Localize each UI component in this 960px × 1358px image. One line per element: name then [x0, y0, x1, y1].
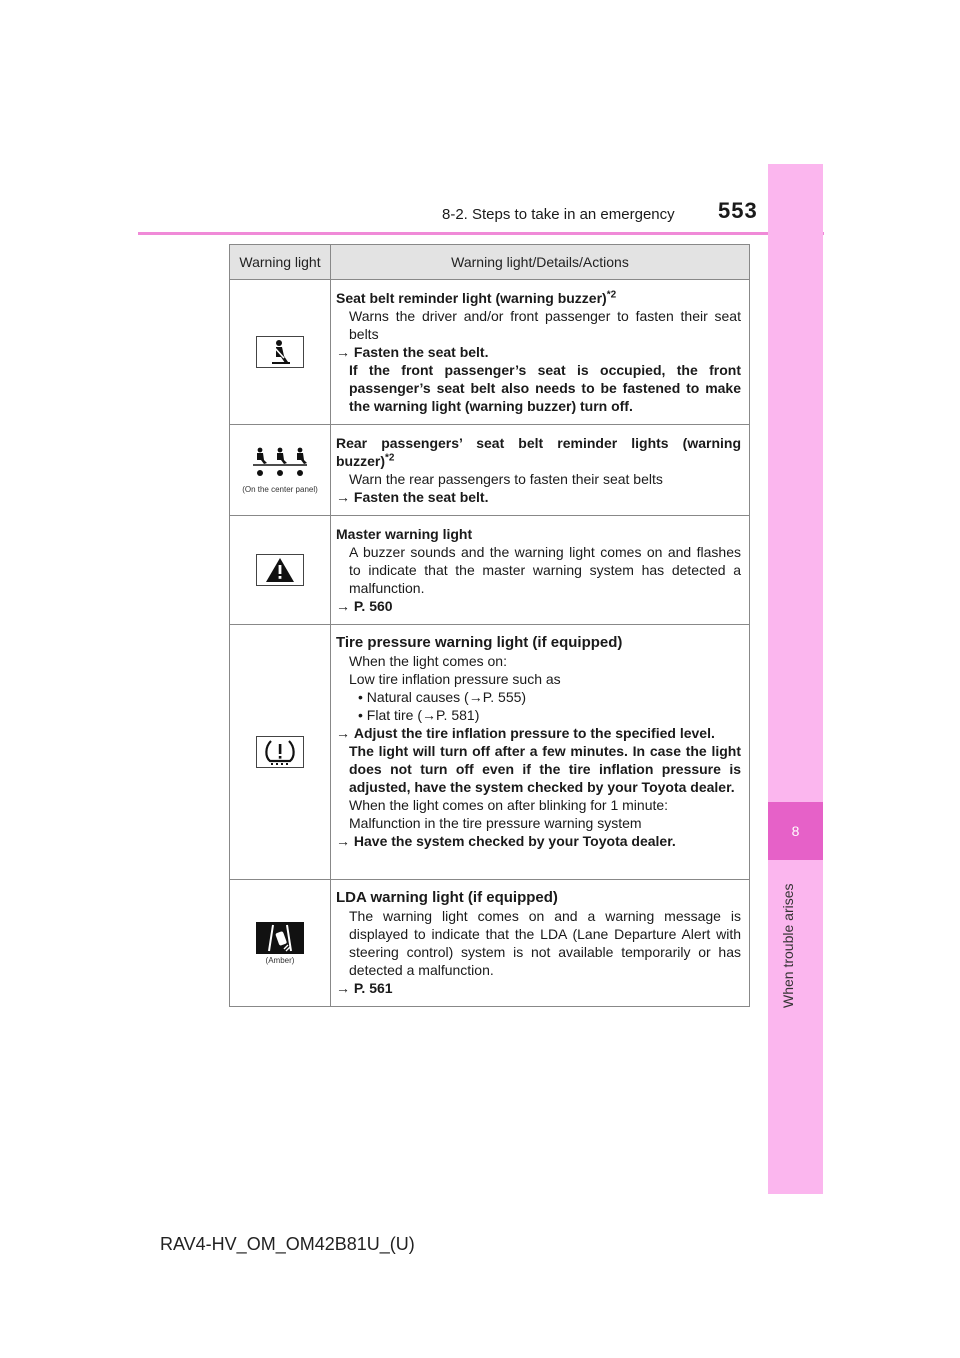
arrow-icon: →	[336, 344, 350, 360]
page-number: 553	[718, 198, 758, 223]
row-action: Fasten the seat belt.	[353, 344, 489, 360]
details-cell	[331, 516, 750, 625]
header-divider	[138, 232, 824, 235]
row-description: A buzzer sounds and the warning light comes on and flashes to indicate that the master warning system has detected a malfunction.	[349, 544, 741, 596]
row-description: Warn the rear passengers to fasten their seat belts	[349, 471, 663, 487]
page-reference: P. 561	[353, 980, 393, 996]
details-cell	[331, 880, 750, 1007]
row-action-note: The light will turn off after a few minutes. In case the light does not turn off even if the tire inflation pressure is adjusted, have the system checked by your Toyota dealer.	[349, 743, 741, 795]
footnote-marker: *2	[606, 289, 617, 301]
chapter-number: 8	[768, 802, 823, 860]
arrow-icon: →	[336, 725, 350, 741]
table-header-row	[230, 245, 750, 280]
list-item: • Flat tire (→P. 581)	[358, 707, 480, 723]
chapter-side-tab	[768, 164, 823, 1194]
row-action-note: If the front passenger’s seat is occupied, the front passenger’s seat belt also needs to be fastened to make the warning light (warning buzzer) turn off.	[349, 362, 741, 414]
details-cell	[331, 625, 750, 880]
tire-pressure-icon	[256, 736, 304, 768]
details-cell	[331, 280, 750, 425]
row-title: Tire pressure warning light (if equipped)	[336, 634, 623, 651]
chapter-title: When trouble arises	[780, 883, 796, 1008]
footer-document-code: RAV4-HV_OM_OM42B81U_(U)	[160, 1234, 415, 1254]
footnote-marker: *2	[385, 452, 395, 464]
row-action: Have the system checked by your Toyota dealer.	[353, 833, 676, 849]
arrow-icon: →	[336, 980, 350, 996]
icon-cell	[230, 280, 331, 425]
master-warning-icon	[256, 554, 304, 586]
table-row	[230, 280, 750, 425]
table-row	[230, 425, 750, 516]
row-title: Rear passengers’ seat belt reminder lights (warning buzzer)	[336, 435, 741, 469]
column-header-warning-light: Warning light	[230, 245, 331, 280]
row-description: Warns the driver and/or front passenger to fasten their seat belts	[349, 308, 741, 342]
row-cause: Malfunction in the tire pressure warning system	[349, 815, 642, 831]
row-condition: When the light comes on:	[349, 653, 507, 669]
row-title: Master warning light	[336, 526, 473, 542]
seat-belt-icon	[256, 336, 304, 368]
row-condition: When the light comes on after blinking for 1 minute:	[349, 797, 669, 813]
arrow-icon: →	[336, 833, 350, 849]
arrow-icon: →	[336, 489, 350, 505]
lda-icon	[256, 922, 304, 954]
table-row	[230, 625, 750, 880]
column-header-details: Warning light/Details/Actions	[331, 245, 750, 280]
row-action: Fasten the seat belt.	[353, 489, 489, 505]
row-title: Seat belt reminder light (warning buzzer)	[336, 290, 607, 306]
icon-cell	[230, 425, 331, 516]
arrow-icon: →	[336, 598, 350, 614]
page-reference: P. 560	[353, 598, 393, 614]
icon-cell	[230, 625, 331, 880]
row-action: Adjust the tire inflation pressure to the specified level.	[353, 725, 715, 741]
list-item: • Natural causes (→P. 555)	[358, 689, 527, 705]
table-row	[230, 880, 750, 1007]
warning-light-table	[229, 244, 750, 1007]
icon-cell	[230, 516, 331, 625]
icon-caption: (On the center panel)	[242, 485, 318, 494]
row-description: The warning light comes on and a warning message is displayed to indicate that the LDA (Lane Departure Alert with steering control) system is not available temporarily or has detected a malfunction.	[349, 908, 741, 978]
details-cell	[331, 425, 750, 516]
icon-cell	[230, 880, 331, 1007]
rear-seat-belt-icon	[251, 446, 309, 478]
table-row	[230, 516, 750, 625]
header-section-title: 8-2. Steps to take in an emergency	[442, 206, 675, 223]
row-title: LDA warning light (if equipped)	[336, 889, 558, 906]
row-cause: Low tire inflation pressure such as	[349, 671, 561, 687]
icon-caption: (Amber)	[265, 955, 295, 965]
